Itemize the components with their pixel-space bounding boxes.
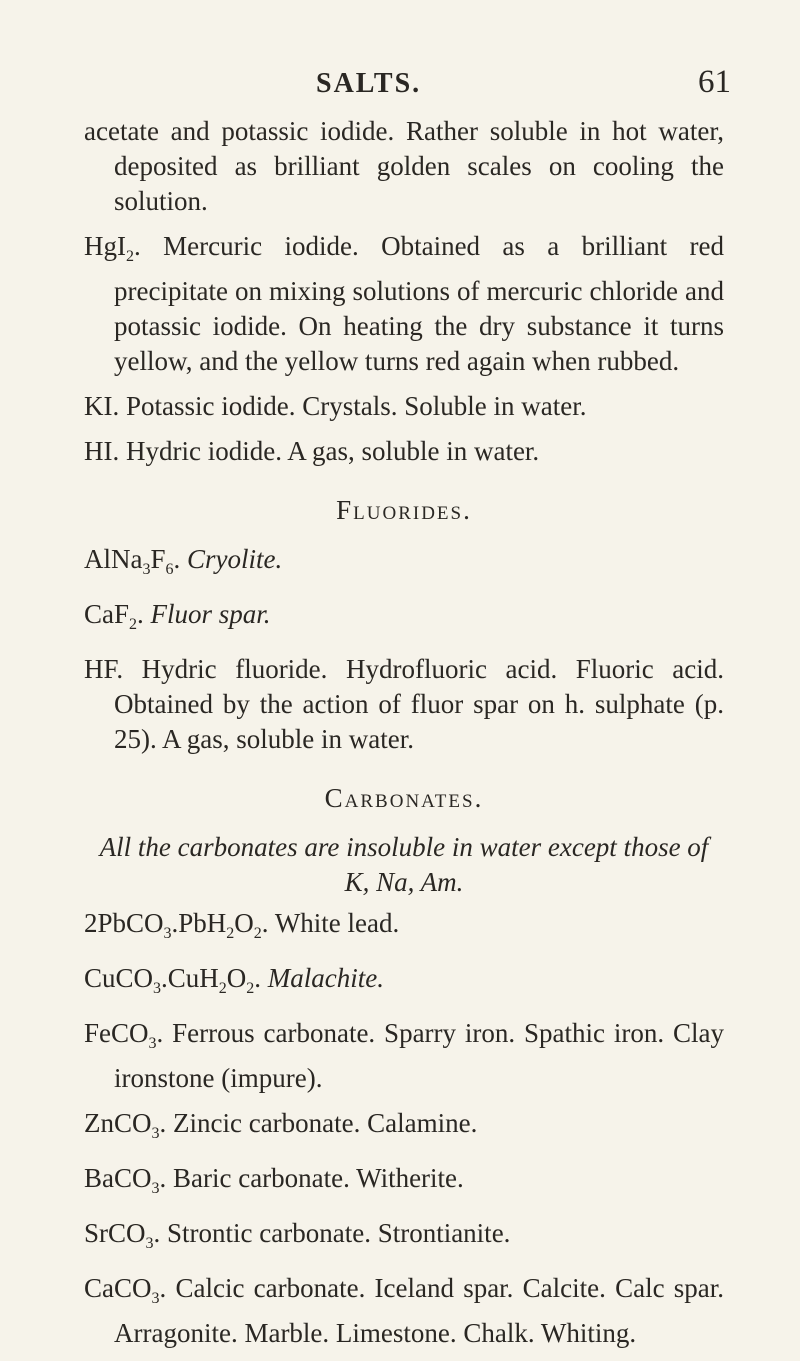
entry-formula: CaCO$_3$.: [84, 1273, 167, 1307]
entry-text: acetate and potassic iodide. Rather soluble in hot water, deposited as brilliant golden scales on cooling the solution.: [84, 116, 724, 216]
entry-formula: HF.: [84, 654, 124, 684]
carbonate-entry: [84, 1271, 724, 1351]
carbonate-entry: [84, 1161, 724, 1206]
entry-text: Zincic carbonate. Calamine.: [173, 1108, 478, 1138]
fluoride-entry: [84, 652, 724, 757]
entry-text: Calcic carbonate. Iceland spar. Calcite. Calc spar. Arragonite. Marble. Limestone. Chalk. Whiting.: [114, 1273, 725, 1348]
entry-text: Mercuric iodide. Obtained as a brilliant red precipitate on mixing solutions of mercuric chloride and potassic iodide. On heating the dry substance it turns yellow, and the yellow turns red again when rubbed.: [114, 231, 724, 376]
entry-text: Cryolite.: [187, 544, 283, 574]
page-number: 61: [698, 64, 731, 100]
iodide-entry: [84, 434, 724, 469]
entry-formula: $2PbCO_3.PbH_2O_2$.: [84, 908, 269, 942]
entry-text: Fluor spar.: [150, 599, 271, 629]
entry-text: White lead.: [274, 908, 400, 938]
entry-formula: HgI$_2$.: [84, 231, 141, 265]
carbonate-entry: [84, 1106, 724, 1151]
carbonate-entry: [84, 1216, 724, 1261]
iodide-entry: [84, 229, 724, 379]
entry-formula: CaF$_2$.: [84, 599, 144, 633]
entry-formula: ZnCO$_3$.: [84, 1108, 167, 1142]
entry-text: Ferrous carbonate. Sparry iron. Spathic iron. Clay ironstone (impure).: [114, 1018, 724, 1093]
running-head: [0, 64, 800, 108]
entry-formula: HI.: [84, 436, 120, 466]
iodide-entry: [84, 389, 724, 424]
carbonate-entry: [84, 961, 724, 1006]
entry-text: Strontic carbonate. Strontianite.: [167, 1218, 511, 1248]
iodide-entry-continued: [84, 114, 724, 219]
entry-text: Hydric iodide. A gas, soluble in water.: [126, 436, 540, 466]
carbonate-entry: [84, 1016, 724, 1096]
entry-formula: $AlNa_3F_6$.: [84, 544, 181, 578]
fluoride-entry: [84, 597, 724, 642]
fluoride-entry: [84, 542, 724, 587]
entry-formula: FeCO$_3$.: [84, 1018, 164, 1052]
entry-text: Malachite.: [267, 963, 385, 993]
carbonates-note: All the carbonates are insoluble in water except those of K, Na, Am.: [99, 832, 709, 897]
section-heading-fluorides: Fluorides.: [336, 495, 472, 525]
entry-text: Baric carbonate. Witherite.: [173, 1163, 464, 1193]
entry-formula: $CuCO_3.CuH_2O_2$.: [84, 963, 262, 997]
entry-text: Potassic iodide. Crystals. Soluble in water.: [126, 391, 587, 421]
running-title: SALTS.: [316, 68, 422, 99]
entry-formula: BaCO$_3$.: [84, 1163, 167, 1197]
carbonate-entry: [84, 906, 724, 951]
section-heading-carbonates: Carbonates.: [324, 783, 484, 813]
entry-formula: SrCO$_3$.: [84, 1218, 161, 1252]
entry-formula: KI.: [84, 391, 120, 421]
page-body: [84, 114, 724, 1361]
entry-text: Hydric fluoride. Hydrofluoric acid. Fluoric acid. Obtained by the action of fluor spar on h. sulphate (p. 25). A gas, soluble in water.: [114, 654, 725, 754]
